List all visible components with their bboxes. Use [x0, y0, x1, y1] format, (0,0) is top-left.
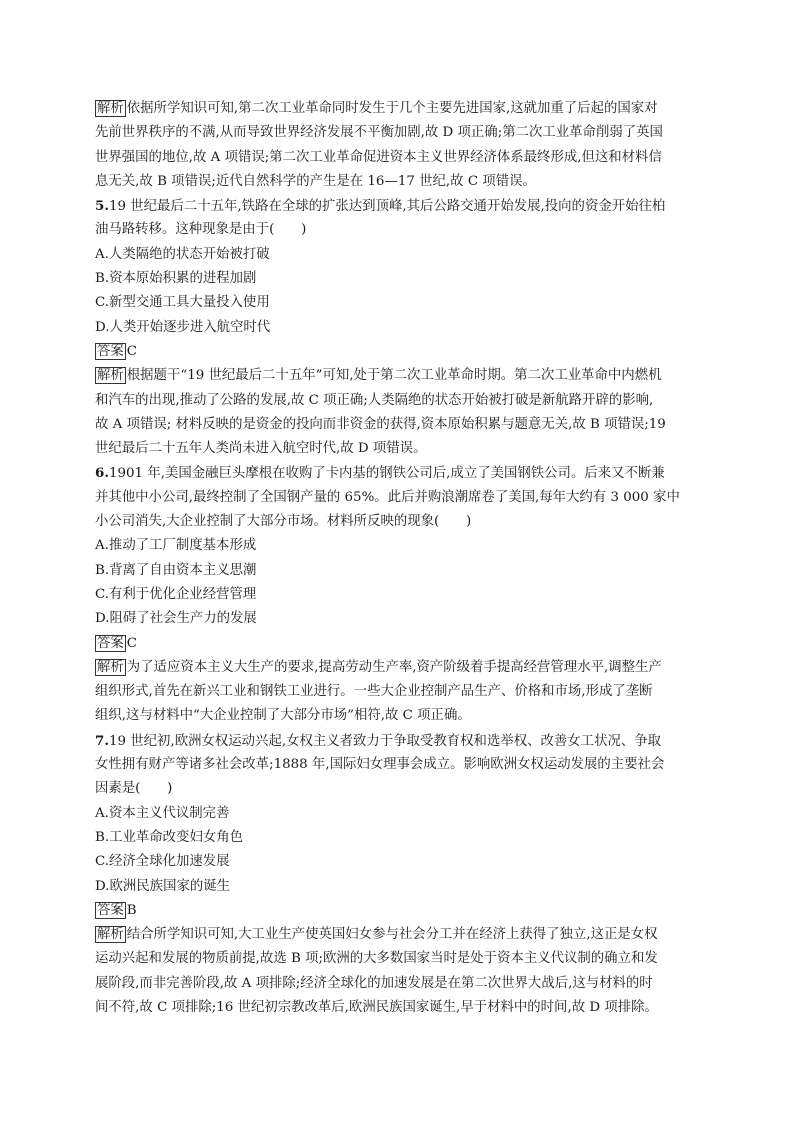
text-line	[95, 364, 705, 388]
line-text: D.人类开始逐步进入航空时代	[95, 319, 271, 335]
line-text: 运动兴起和发展的物质前提,故选 B 项;欧洲的大多数国家当时是处于资本主义代议制的确立和发	[95, 951, 658, 967]
question-number: 7.	[95, 732, 109, 749]
line-text: 油马路转移。这种现象是由于( )	[95, 222, 307, 238]
line-text: B	[126, 902, 137, 918]
analysis-label: 解析	[97, 368, 124, 384]
line-text: B.工业革命改变妇女角色	[95, 829, 244, 845]
text-line	[95, 194, 705, 218]
text-line	[95, 486, 705, 510]
text-line	[95, 656, 705, 680]
text-line	[95, 316, 705, 340]
text-line	[95, 146, 705, 170]
line-text: C.新型交通工具大量投入使用	[95, 295, 270, 311]
line-text: A.人类隔绝的状态开始被打破	[95, 246, 270, 262]
line-text: 结合所学知识可知,大工业生产使英国妇女参与社会分工并在经济上获得了独立,这正是女权	[126, 927, 658, 943]
text-line	[95, 559, 705, 583]
line-text: B.背离了自由资本主义思潮	[95, 562, 257, 578]
text-line	[95, 461, 705, 485]
line-text: 19 世纪初,欧洲女权运动兴起,女权主义者致力于争取受教育权和选举权、改善女工状况、争取	[108, 733, 662, 749]
question-number: 5.	[95, 198, 109, 215]
text-line	[95, 875, 705, 899]
line-text: 息无关,故 B 项错误;近代自然科学的产生是在 16—17 世纪,故 C 项错误。	[95, 173, 536, 189]
analysis-label: 解析	[97, 927, 124, 943]
line-text: 为了适应资本主义大生产的要求,提高劳动生产率,资产阶级着手提高经营管理水平,调整生产	[126, 659, 662, 675]
text-line	[95, 413, 705, 437]
line-text: C.经济全球化加速发展	[95, 854, 230, 870]
line-text: 依据所学知识可知,第二次工业革命同时发生于几个主要先进国家,这就加重了后起的国家对	[126, 101, 658, 116]
text-line	[95, 243, 705, 267]
text-line	[95, 170, 705, 194]
answer-label: 答案	[97, 635, 124, 651]
text-line	[95, 291, 705, 315]
answer-label: 答案	[97, 902, 124, 918]
line-text: C	[126, 635, 138, 651]
text-line	[95, 534, 705, 558]
question-number: 6.	[95, 465, 109, 482]
text-line	[95, 340, 705, 364]
line-text: 组织,这与材料中“大企业控制了大部分市场”相符,故 C 项正确。	[95, 708, 471, 724]
line-text: 世纪最后二十五年人类尚未进入航空时代,故 D 项错误。	[95, 441, 427, 457]
text-line	[95, 802, 705, 826]
text-line	[95, 947, 705, 971]
line-text: 因素是( )	[95, 781, 173, 797]
text-line	[95, 826, 705, 850]
text-line	[95, 923, 705, 947]
text-line	[95, 97, 705, 121]
line-text: 根据题干“19 世纪最后二十五年”可知,处于第二次工业革命时期。第二次工业革命中内燃机	[126, 368, 662, 384]
analysis-label: 解析	[97, 101, 124, 116]
line-text: A.资本主义代议制完善	[95, 805, 230, 821]
text-line	[95, 218, 705, 242]
line-text: 间不符,故 C 项排除;16 世纪初宗教改革后,欧洲民族国家诞生,早于材料中的时间,故 D 项排除。	[95, 999, 658, 1015]
line-text: 1901 年,美国金融巨头摩根在收购了卡内基的钢铁公司后,成立了美国钢铁公司。后来又不断兼	[108, 466, 665, 482]
text-line	[95, 121, 705, 145]
text-line	[95, 753, 705, 777]
line-text: 小公司消失,大企业控制了大部分市场。材料所反映的现象( )	[95, 514, 472, 530]
text-line	[95, 729, 705, 753]
line-text: 展阶段,而非完善阶段,故 A 项排除;经济全球化的加速发展是在第二次世界大战后,这与材料的时	[95, 975, 653, 991]
text-line	[95, 777, 705, 801]
text-line	[95, 583, 705, 607]
line-text: C	[126, 343, 138, 359]
text-line	[95, 267, 705, 291]
text-line	[95, 437, 705, 461]
text-line	[95, 680, 705, 704]
line-text: A.推动了工厂制度基本形成	[95, 538, 257, 554]
line-text: 先前世界秩序的不满,从而导致世界经济发展不平衡加剧,故 D 项正确;第二次工业革命削弱了英国	[95, 125, 663, 141]
line-text: D.阻碍了社会生产力的发展	[95, 611, 257, 627]
text-line	[95, 972, 705, 996]
analysis-label: 解析	[97, 659, 124, 675]
text-line	[95, 704, 705, 728]
line-text: C.有利于优化企业经营管理	[95, 586, 257, 602]
text-line	[95, 389, 705, 413]
line-text: 故 A 项错误; 材料反映的是资金的投向而非资金的获得,资本原始积累与题意无关,故 B 项错误;19	[95, 416, 666, 432]
line-text: D.欧洲民族国家的诞生	[95, 878, 231, 894]
line-text: 并其他中小公司,最终控制了全国钢产量的 65%。此后并购浪潮席卷了美国,每年大约有 3 000 家中	[95, 489, 680, 505]
line-text: 组织形式,首先在新兴工业和钢铁工业进行。一些大企业控制产品生产、价格和市场,形成了垄断	[95, 684, 653, 700]
text-line	[95, 850, 705, 874]
line-text: 世界强国的地位,故 A 项错误;第二次工业革命促进资本主义世界经济体系最终形成,但这和材料信	[95, 149, 662, 165]
line-text: 和汽车的出现,推动了公路的发展,故 C 项正确;人类隔绝的状态开始被打破是新航路开辟的影响,	[95, 392, 654, 408]
line-text: B.资本原始积累的进程加剧	[95, 271, 257, 287]
answer-label: 答案	[97, 343, 124, 359]
line-text: 女性拥有财产等诸多社会改革;1888 年,国际妇女理事会成立。影响欧洲女权运动发展的主要社会	[95, 757, 665, 773]
document-page	[95, 97, 705, 1020]
line-text: 19 世纪最后二十五年,铁路在全球的扩张达到顶峰,其后公路交通开始发展,投向的资金开始往柏	[108, 199, 666, 215]
text-line	[95, 996, 705, 1020]
text-line	[95, 510, 705, 534]
text-line	[95, 632, 705, 656]
text-line	[95, 607, 705, 631]
text-line	[95, 899, 705, 923]
